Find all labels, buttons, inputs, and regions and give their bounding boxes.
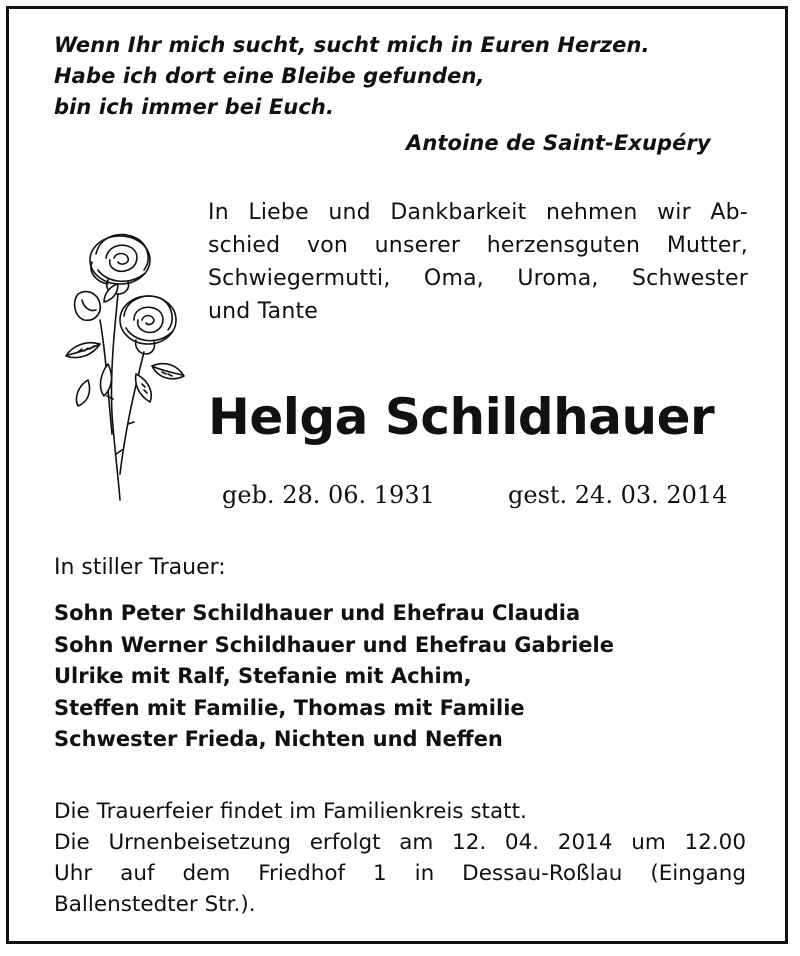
intro-line: Schwiegermutti, Oma, Uroma, Schwester xyxy=(208,266,748,291)
mourning-label: In stiller Trauer: xyxy=(54,555,226,580)
birth-date: geb. 28. 06. 1931 xyxy=(222,481,435,509)
deceased-name: Helga Schildhauer xyxy=(208,388,715,446)
funeral-info-line: Ballenstedter Str.). xyxy=(54,892,256,917)
motto-line: bin ich immer bei Euch. xyxy=(54,95,335,119)
rose-drawing-icon xyxy=(48,224,188,504)
death-date: gest. 24. 03. 2014 xyxy=(508,481,728,509)
funeral-info-line: Die Urnenbeisetzung erfolgt am 12. 04. 2014 um 12.00 xyxy=(54,830,746,855)
family-line: Ulrike mit Ralf, Stefanie mit Achim, xyxy=(54,664,472,688)
family-line: Steffen mit Familie, Thomas mit Familie xyxy=(54,695,525,720)
intro-line: In Liebe und Dankbarkeit nehmen wir Ab- xyxy=(208,200,748,225)
family-line: Sohn Werner Schildhauer und Ehefrau Gabriele xyxy=(54,632,614,657)
funeral-info-line: Uhr auf dem Friedhof 1 in Dessau-Roßlau (Eingang xyxy=(54,861,746,886)
motto-line: Habe ich dort eine Bleibe gefunden, xyxy=(54,64,485,88)
family-line: Schwester Frieda, Nichten und Neffen xyxy=(54,727,503,751)
funeral-info-line: Die Trauerfeier findet im Familienkreis statt. xyxy=(54,799,527,824)
motto-line: Wenn Ihr mich sucht, sucht mich in Euren Herzen. xyxy=(54,33,650,57)
funeral-info xyxy=(54,796,746,920)
intro-line: und Tante xyxy=(208,299,319,324)
intro-line: schied von unserer herzensguten Mutter, xyxy=(208,233,748,258)
motto-author: Antoine de Saint-Exupéry xyxy=(406,131,711,155)
family-list xyxy=(54,598,614,756)
intro-text xyxy=(208,196,748,328)
family-line: Sohn Peter Schildhauer und Ehefrau Claudia xyxy=(54,601,581,625)
motto-quote xyxy=(54,30,754,155)
